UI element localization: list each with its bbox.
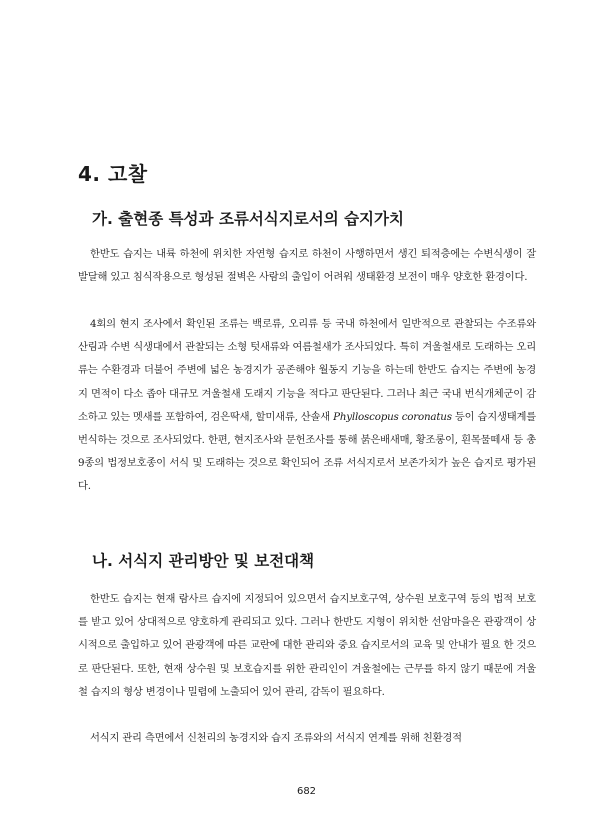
paragraph-text: 등이 습지생태계를 번식하는 것으로 조사되었다. 한편, 현지조사와 문헌조사를 통해 붉은배새매, 황조롱이, 흰목물떼새 등 총 9종의 법정보호종이 서식 및 도래하는 것으로 확인되어 조류 서식지로서 보존가치가 높은 습지로 평가된다. [78, 410, 536, 493]
section-a-title: 가. 출현종 특성과 조류서식지로서의 습지가치 [92, 210, 404, 228]
section-a-paragraph-1: 한반도 습지는 내륙 하천에 위치한 자연형 습지로 하천이 사행하면서 생긴 퇴적층에는 수변식생이 잘 발달해 있고 침식작용으로 형성된 절벽은 사람의 출입이 어려워 생태환경 보전이 매우 양호한 환경이다. [78, 248, 536, 284]
chapter-title: 4. 고찰 [78, 162, 148, 186]
section-b-paragraph-2: 서식지 관리 측면에서 신천리의 농경지와 습지 조류와의 서식지 연계를 위해 친환경적 [90, 732, 462, 744]
page-number: 682 [296, 786, 317, 797]
section-b-title: 나. 서식지 관리방안 및 보전대책 [92, 552, 315, 570]
section-b-paragraph-1: 한반도 습지는 현재 람사르 습지에 지정되어 있으면서 습지보호구역, 상수원 보호구역 등의 법적 보호를 받고 있어 상대적으로 양호하게 관리되고 있다. 그러나 한반도 지형이 위치한 선암마을은 관광객이 상시적으로 출입하고 있어 관광객에 따른 교란에 대한 관리와 중요 습지로서의 교육 및 안내가 필요 한 것으로 판단된다. 또한, 현재 상수원 및 보호습지를 위한 관리인이 겨울철에는 근무를 하지 않기 때문에 겨울철 습지의 형상 변경이나 밀렵에 노출되어 있어 관리, 감독이 필요하다. [78, 593, 536, 698]
paragraph-text: 4회의 현지 조사에서 확인된 조류는 백로류, 오리류 등 국내 하천에서 일반적으로 관찰되는 수조류와 산림과 수변 식생대에서 관찰되는 소형 텃새류와 여름철새가 조사되었다. 특히 겨울철새로 도래하는 오리류는 수환경과 더불어 주변에 넓은 농경지가 공존해야 월동지 기능을 하는데 한반도 습지는 주변에 농경지 면적이 다소 좁아 대규모 겨울철새 도래지 기능을 적다고 판단된다. 그러나 최근 국내 번식개체군이 감소하고 있는 멧새를 포함하여, 검은딱새, 할미새류, 산솔새 [78, 318, 536, 423]
section-a-paragraph-2 [78, 313, 536, 499]
species-name: Phylloscopus coronatus [333, 410, 452, 423]
